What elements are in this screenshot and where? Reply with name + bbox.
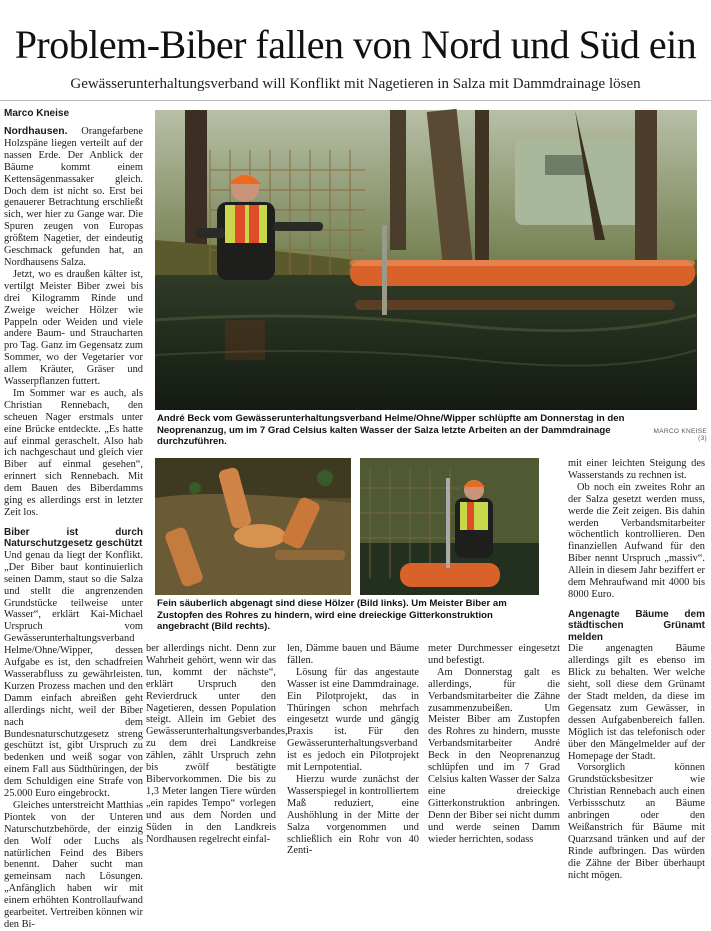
- photo-worker-grid: [360, 458, 539, 595]
- crosshead: Angenagte Bäume dem städtischen Grünamt melden: [568, 608, 705, 643]
- photo-pair-caption: Fein säuberlich abgenagt sind diese Hölzer (Bild links). Um Meister Biber am Zustopfen des Rohres zu hindern, wird eine dreieckige Gitterkonstruktion angebracht (Bild rechts).: [157, 598, 507, 632]
- paragraph: Hierzu wurde zunächst der Wasserspiegel in kontrolliertem Maß reduziert, eine Aushöhlung in der Mitte der Salza vorgenommen und schließlich ein Rohr von 40 Zenti-: [287, 773, 419, 857]
- photo-credit: MARCO KNEISE (3): [653, 428, 707, 442]
- article-column-5: [568, 458, 705, 881]
- photo-grid-installation: [360, 458, 539, 595]
- article-column-3: [287, 643, 419, 857]
- article-headline: Problem-Biber fallen von Nord und Süd ein: [14, 22, 697, 67]
- article-column-1: [4, 108, 143, 930]
- paragraph: Nordhausen. Orangefarbene Holzspäne liegen verteilt auf der nassen Erde. Der Anblick der Bäume kommt einem Kettensägenmassaker gleich. Doch dem ist nicht so. Erst bei genauerer Betrachtung erschließt sich, wer hier zu Gange war. Die Spuren zeugen von Europas größtem Nagetier, der eindeutig Geschmack gefunden hat, an Nordhausens Salza.: [4, 126, 143, 268]
- main-photo-caption: André Beck vom Gewässerunterhaltungsverband Helme/Ohne/Wipper schlüpfte am Donnerstag in den Neoprenanzug, um im 7 Grad Celsius kalten Wasser der Salza letzte Arbeiten an der Dammdrainage durchzuführen.: [157, 413, 625, 447]
- paragraph: Lösung für das angestaute Wasser ist eine Dammdrainage. Ein Pilotprojekt, das in Thüringen schon mehrfach eingesetzt wurde und gängig Praxis ist. Für den Gewässerunterhaltungsverband ist es jedoch ein Pilotprojekt mit Lernpotential.: [287, 666, 419, 774]
- article-subheadline: Gewässerunterhaltungsverband will Konflikt mit Nagetieren in Salza mit Dammdrainage lösen: [70, 76, 641, 92]
- paragraph: len, Dämme bauen und Bäume fällen.: [287, 643, 419, 666]
- author-byline: Marco Kneise: [4, 108, 70, 119]
- paragraph: Jetzt, wo es draußen kälter ist, vertilgt Meister Biber zwei bis drei Kilogramm Rinde und Zweige weicher Hölzer wie Pappeln oder Weiden und viele andere Baum- und Straucharten pro Tag. Ganz im Gegensatz zum Sommer, wo der Vegetarier vor allem Kräuter, Gräser und Wasserpflanzen futtert.: [4, 268, 143, 388]
- paragraph: Die angenagten Bäume allerdings gilt es ebenso im Blick zu behalten. Wer welche sieht, soll diese dem Grünamt der Stadt melden, da diese im Gegensatz zum Gewässer, in dessen Aufgabenbereich fallen. Möglich ist das telefonisch oder über den Mängelmelder auf der Homepage der Stadt.: [568, 643, 705, 762]
- article-column-2: [146, 643, 288, 845]
- paragraph: Und genau da liegt der Konflikt. „Der Biber baut kontinuierlich seinen Damm, staut so die Salza und stellt die angrenzenden Grundstücke teilweise unter Wasser“, erklärt Kai-Michael Urspruch vom Gewässerunterhaltungsverband Helme/Ohne/Wipper, dessen Aufgabe es ist, den schadfreien Wasserabfluss zu gewährleisten. Kurzen Prozess machen und den Damm einfach abreißen geht allerdings nicht, weil der Biber nach dem Bundesnaturschutzgesetz streng geschützt ist, gibt Urspruch zu bedenken und weiß sogar von einem Fall aus Südthüringen, der dem Schuldigen eine Strafe von 25.000 Euro eingebrockt.: [4, 549, 143, 800]
- paragraph: Ob noch ein zweites Rohr an der Salza gesetzt werden muss, werde die Zeit zeigen. Bis dahin werden Verbandsmitarbeiter wöchentlich kontrollieren. Den finanziellen Aufwand für den Biber nennt Urspruch „massiv“. Allein in diesem Jahr beziffert er dem Mehraufwand mit 4000 bis 8000 Euro.: [568, 481, 705, 600]
- main-photo: [155, 110, 697, 410]
- paragraph: mit einer leichten Steigung des Wasserstands zu rechnen ist.: [568, 458, 705, 481]
- paragraph: ber allerdings nicht. Denn zur Wahrheit gehört, wenn wir das tun, kommt der nächste“, erklärt Urspruch den Revierdruck unter den Nagetieren, dessen Population steigt. Allein im Gebiet des Gewässerunterhaltungsverbandes, zu dem drei Landkreise zählen, zählt Urspruch zehn bis zwölf bestätigte Bibervorkommen. Die bis zu 1,3 Meter langen Tiere würden „ein rapides Tempo“ vorlegen und aus dem Norden und Süden in den Landkreis Nordhausen regelrecht einfal-: [146, 643, 288, 845]
- paragraph: meter Durchmesser eingesetzt und befestigt.: [428, 643, 560, 666]
- photo-gnawed-logs: [155, 458, 351, 595]
- paragraph: Vorsorglich können Grundstücksbesitzer wie Christian Rennebach auch einen Verbissschutz an Bäume anbringen oder den Weißanstrich für Bäume mit Quarzsand tränken und auf der Rinde aufbringen. Das würden die Zähne der Biber überhaupt nicht mögen.: [568, 762, 705, 881]
- photo-gnawed-wood: [155, 458, 351, 595]
- crosshead: Biber ist durch Naturschutzgesetz geschützt: [4, 526, 143, 550]
- paragraph: Gleiches unterstreicht Matthias Piontek von der Unteren Naturschutzbehörde, der einzig den Wolf oder Luchs als natürlichen Feind des Bibers benennt. Daher sucht man gemeinsam nach Lösungen. „Anfänglich haben wir mit einem erhöhten Kontrollaufwand gearbeitet. Vertreiben können wir den Bi-: [4, 799, 143, 930]
- paragraph: Im Sommer war es auch, als Christian Rennebach, den scheuen Nager erstmals unter eine Brücke entdeckte. „Es hatte auf einmal geraschelt. Also hab ich nachgeschaut und gleich vier Biber auf einmal gesehen“, erinnert sich Rennebach. Mit dem Bauen des Biberdamms ging es allerdings erst in letzter Zeit los.: [4, 387, 143, 518]
- dateline: Nordhausen.: [4, 126, 68, 137]
- header-rule: [0, 100, 711, 101]
- article-column-4: [428, 643, 560, 845]
- paragraph: Am Donnerstag galt es allerdings, für die Verbandsmitarbeiter die Zähne zusammenzubeißen. Um Meister Biber am Zustopfen des Rohres zu hindern, musste Verbandsmitarbeiter André Beck in den Neoprenanzug schlüpfen und im 7 Grad Celsius kalten Wasser der Salza eine dreieckige Gitterkonstruktion anbringen. Denn der Biber sei nicht dumm und werde seinen Damm wieder herrichten, sodass: [428, 666, 560, 845]
- photo-beaver-dam-drainage: [155, 110, 697, 410]
